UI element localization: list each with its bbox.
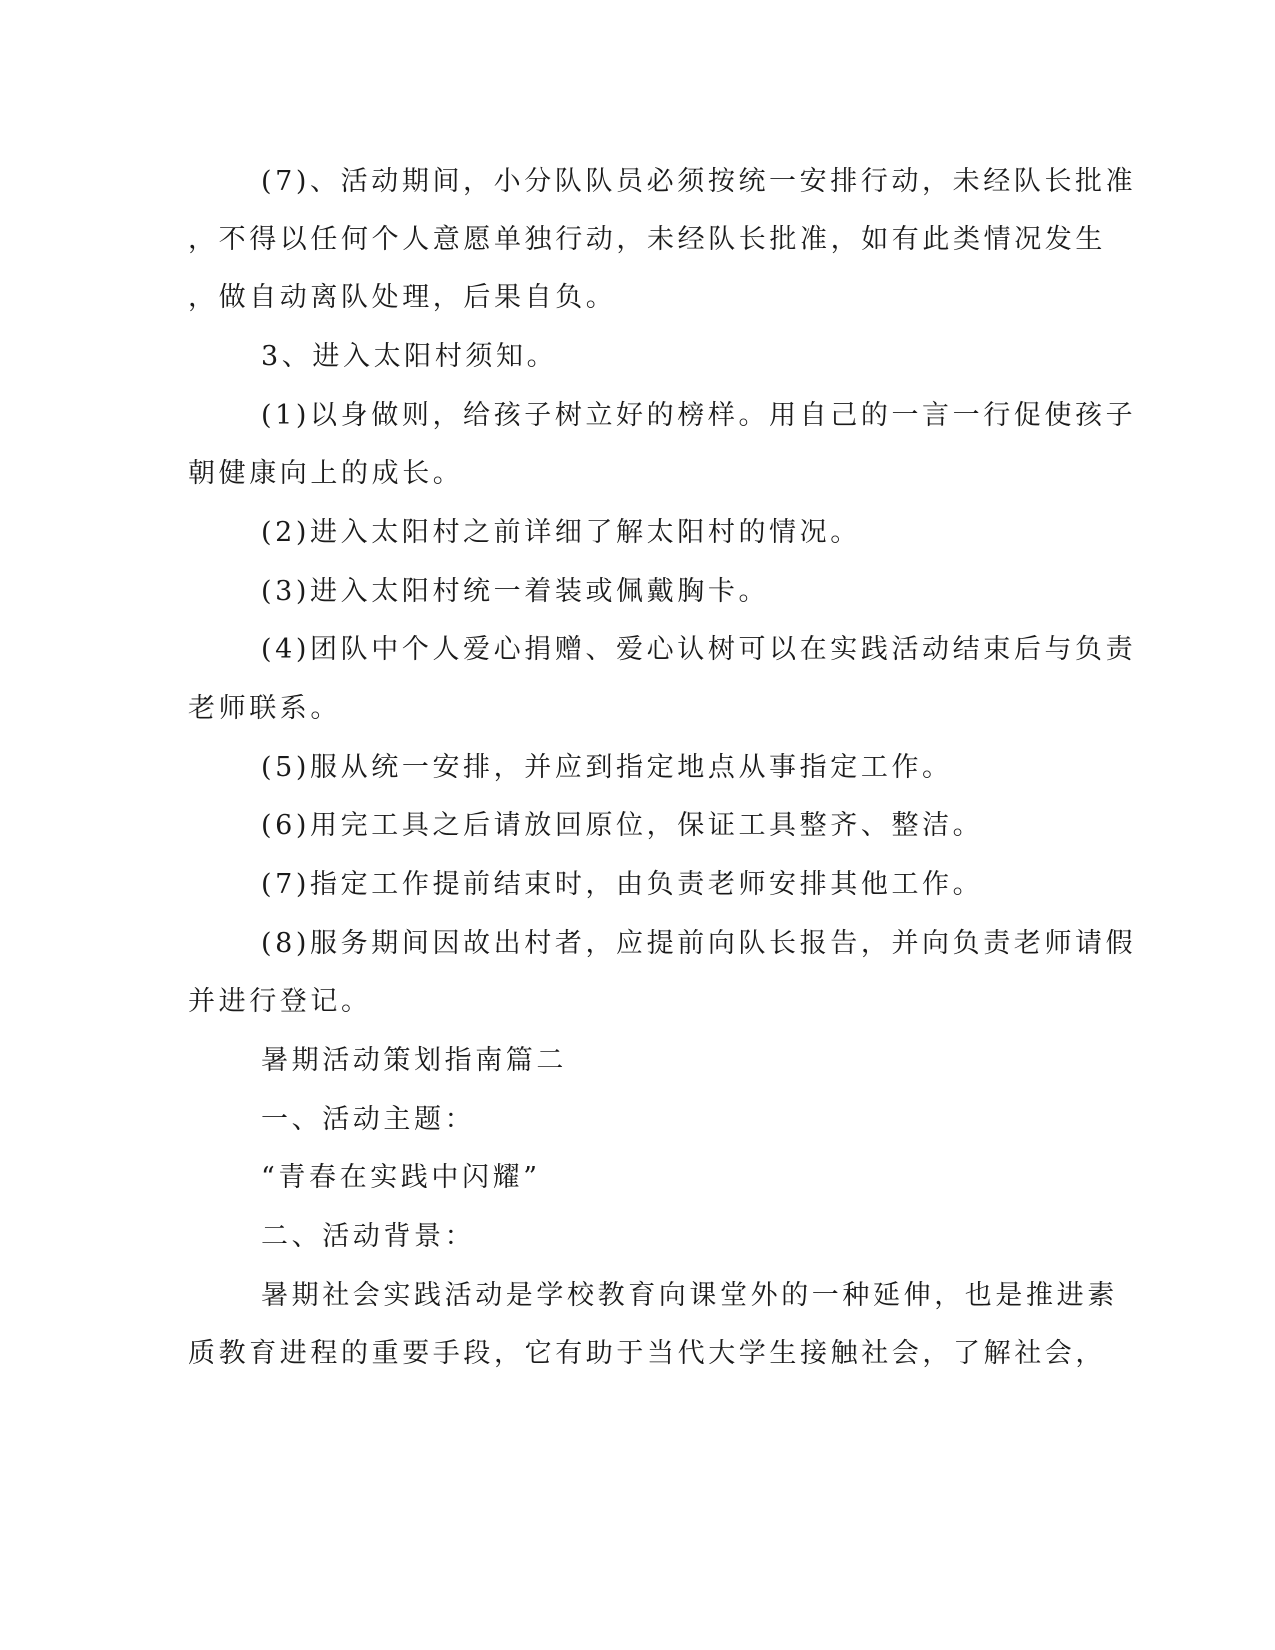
section-heading: 一、活动主题： [261, 1104, 476, 1135]
section-heading: 3、进入太阳村须知。 [261, 341, 558, 372]
activity-theme: “青春在实践中闪耀” [261, 1162, 541, 1193]
section-heading: 二、活动背景： [261, 1221, 476, 1252]
text-line: (8)服务期间因故出村者，应提前向队长报告，并向负责老师请假 [261, 928, 1137, 959]
text-line: ，不得以任何个人意愿单独行动，未经队长批准，如有此类情况发生 [188, 224, 1106, 255]
text-line: (7)指定工作提前结束时，由负责老师安排其他工作。 [261, 869, 984, 900]
text-line: (2)进入太阳村之前详细了解太阳村的情况。 [261, 517, 861, 548]
text-line: (4)团队中个人爱心捐赠、爱心认树可以在实践活动结束后与负责 [261, 634, 1137, 665]
text-line: 并进行登记。 [188, 986, 372, 1017]
text-line: 朝健康向上的成长。 [188, 458, 464, 489]
text-line: (5)服从统一安排，并应到指定地点从事指定工作。 [261, 752, 953, 783]
text-line: (6)用完工具之后请放回原位，保证工具整齐、整洁。 [261, 810, 984, 841]
text-line: (3)进入太阳村统一着装或佩戴胸卡。 [261, 576, 770, 607]
text-line: (7)、活动期间，小分队队员必须按统一安排行动，未经队长批准 [261, 166, 1137, 197]
text-line: 老师联系。 [188, 693, 341, 724]
text-line: 质教育进程的重要手段，它有助于当代大学生接触社会，了解社会， [188, 1338, 1106, 1369]
text-line: 暑期社会实践活动是学校教育向课堂外的一种延伸，也是推进素 [261, 1280, 1118, 1311]
text-line: ，做自动离队处理，后果自负。 [188, 282, 617, 313]
text-line: (1)以身做则，给孩子树立好的榜样。用自己的一言一行促使孩子 [261, 400, 1137, 431]
section-title: 暑期活动策划指南篇二 [261, 1045, 567, 1076]
